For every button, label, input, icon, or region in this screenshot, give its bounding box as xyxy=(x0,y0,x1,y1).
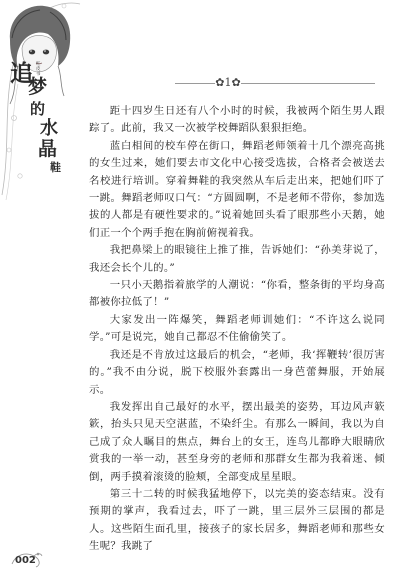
series-label: 红皮书 xyxy=(36,62,41,77)
book-title-char: 追 xyxy=(10,60,33,87)
book-title-char: 的 xyxy=(30,100,46,118)
book-title-char: 鞋 xyxy=(50,161,61,174)
chapter-number xyxy=(215,76,241,89)
chapter-ornament-left: ✿ xyxy=(215,76,225,89)
corner-illustration xyxy=(0,0,82,210)
chapter-rule-left xyxy=(175,83,215,84)
paragraph: 我发挥出自己最好的水平，摆出最美的姿势，耳边风声簌簌，抬头只见天空湛蓝，不染纤尘。有那么一瞬间，我以为自己成了众人瞩目的焦点，舞台上的女王，连鸟儿都睁大眼睛欣赏我的一举一动，甚至身旁的老师和那群女生都为我着迷、倾倒，两手摸着滚烫的脸颊，全部变成星星眼。 xyxy=(89,400,385,483)
chapter-body xyxy=(89,103,385,556)
chapter-number-text: 1 xyxy=(224,76,232,89)
book-title-char: 水 xyxy=(40,118,58,139)
paragraph: 一只小天鹅指着旅学的人潮说：“你看，整条街的平均身高都被你拉低了！” xyxy=(89,279,385,309)
paragraph: 距十四岁生日还有八个小时的时候，我被两个陌生男人跟踪了。此前，我又一次被学校舞蹈队狠狠拒绝。 xyxy=(89,105,385,135)
paragraph: 我还是不肯放过这最后的机会，“老师，我‘挥鞭转’很厉害的。”我不由分说，脱下校服外套露出一身芭蕾舞服，开始展示。 xyxy=(89,348,385,396)
chapter-rule-right xyxy=(241,83,375,84)
paragraph: 第三十二转的时候我猛地停下，以完美的姿态结束。没有预期的掌声，我看过去，吓了一跳，里三层外三层围的都是人。这些陌生面孔里，接孩子的家长居多，舞蹈老师和那些女生呢？我跳了 xyxy=(89,487,385,553)
book-title xyxy=(10,62,70,202)
chapter-header xyxy=(175,76,375,90)
paragraph: 我把鼻梁上的眼镜往上推了推，告诉她们：“孙美芽说了，我还会长个儿的。” xyxy=(89,244,385,274)
book-title-char: 梦 xyxy=(28,76,48,98)
paragraph: 蓝白相间的校车停在街口，舞蹈老师领着十几个漂亮高挑的女生过来，她们要去市文化中心接受选拔，合格者会被送去名校进行培训。穿着舞鞋的我突然从车后走出来，把她们吓了一跳。舞蹈老师叹口气：“方圆圆啊，不是老师不带你，参加选拔的人都是有硬性要求的。”说着她回头看了眼那些小天鹅，她们正一个个两手抱在胸前俯视着我。 xyxy=(89,139,385,239)
chapter-ornament-right: ✿ xyxy=(231,76,241,89)
page-number-text: 002 xyxy=(15,555,36,566)
page-number xyxy=(10,550,44,570)
paragraph: 大家发出一阵爆笑，舞蹈老师训她们：“不许这么说同学。”可是说完，她自己都忍不住偷偷笑了。 xyxy=(89,313,385,344)
book-title-char: 晶 xyxy=(38,138,58,160)
